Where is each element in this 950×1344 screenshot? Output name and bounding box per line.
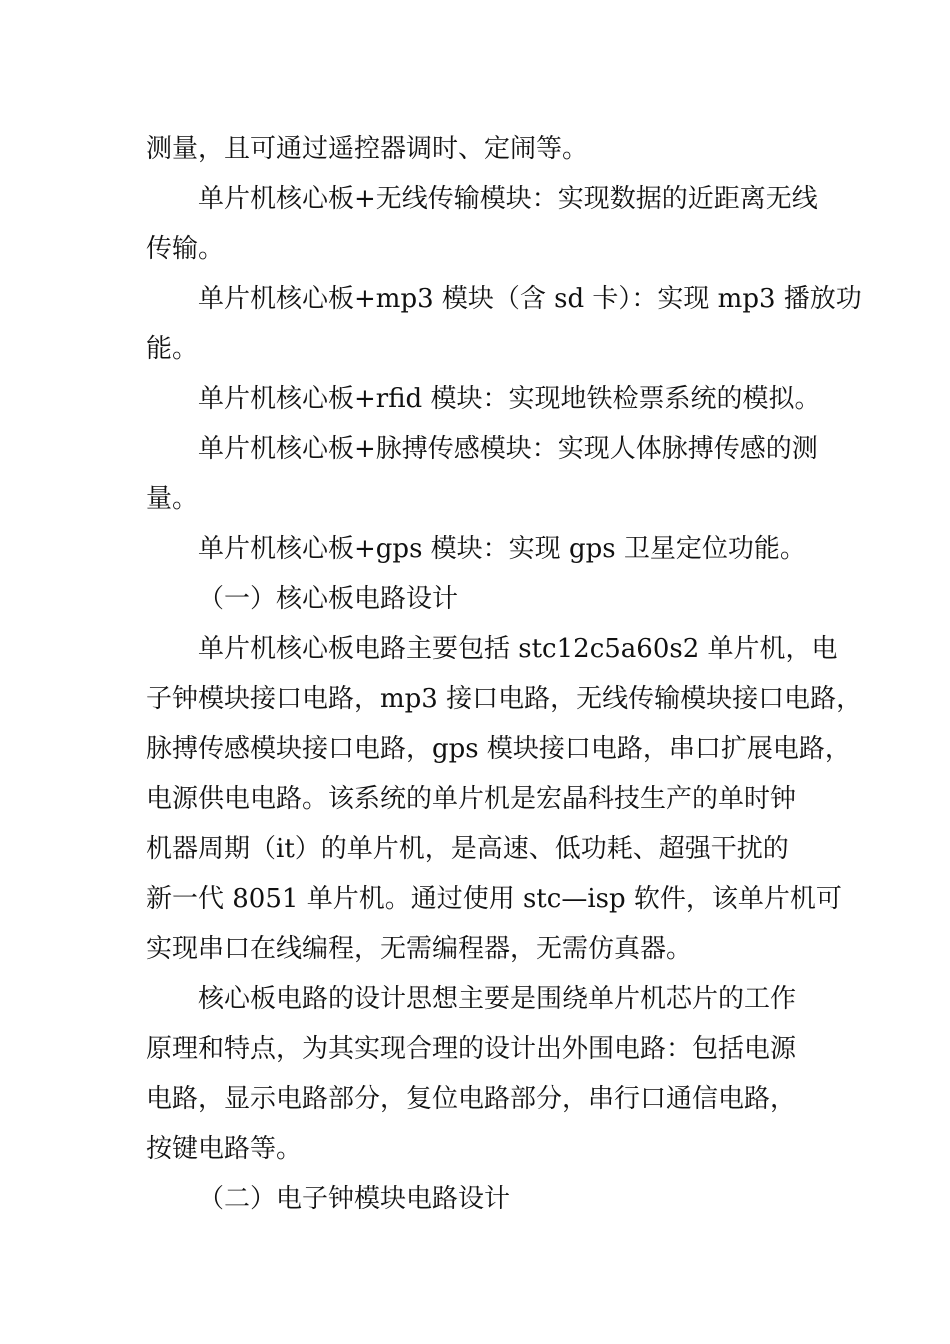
text-line: 单片机核心板+rfid 模块：实现地铁检票系统的模拟。 (198, 384, 821, 414)
text-line: 单片机核心板+gps 模块：实现 gps 卫星定位功能。 (198, 534, 806, 564)
text-line: 单片机核心板+mp3 模块（含 sd 卡）：实现 mp3 播放功 (198, 284, 862, 314)
text-line: 按键电路等。 (146, 1134, 303, 1164)
text-line: 脉搏传感模块接口电路，gps 模块接口电路，串口扩展电路， (146, 734, 851, 764)
text-line: 子钟模块接口电路，mp3 接口电路，无线传输模块接口电路， (146, 684, 863, 714)
text-line: 新一代 8051 单片机。通过使用 stc—isp 软件，该单片机可 (146, 884, 842, 914)
text-line: 测量，且可通过遥控器调时、定闹等。 (146, 134, 589, 164)
section-heading: （二）电子钟模块电路设计 (198, 1184, 511, 1214)
text-line: 电路，显示电路部分，复位电路部分，串行口通信电路， (146, 1084, 797, 1114)
text-line: 单片机核心板+无线传输模块：实现数据的近距离无线 (198, 184, 818, 214)
text-line: 单片机核心板+脉搏传感模块：实现人体脉搏传感的测 (198, 434, 818, 464)
text-line: 传输。 (146, 234, 225, 264)
text-line: 机器周期（it）的单片机，是高速、低功耗、超强干扰的 (146, 834, 789, 864)
text-line: 单片机核心板电路主要包括 stc12c5a60s2 单片机，电 (198, 634, 838, 664)
text-line: 电源供电电路。该系统的单片机是宏晶科技生产的单时钟 (146, 784, 797, 814)
text-line: 量。 (146, 484, 199, 514)
text-line: 能。 (146, 334, 199, 364)
text-line: 实现串口在线编程，无需编程器，无需仿真器。 (146, 934, 693, 964)
section-heading: （一）核心板电路设计 (198, 584, 459, 614)
text-line: 核心板电路的设计思想主要是围绕单片机芯片的工作 (198, 984, 797, 1014)
text-line: 原理和特点，为其实现合理的设计出外围电路：包括电源 (146, 1034, 797, 1064)
